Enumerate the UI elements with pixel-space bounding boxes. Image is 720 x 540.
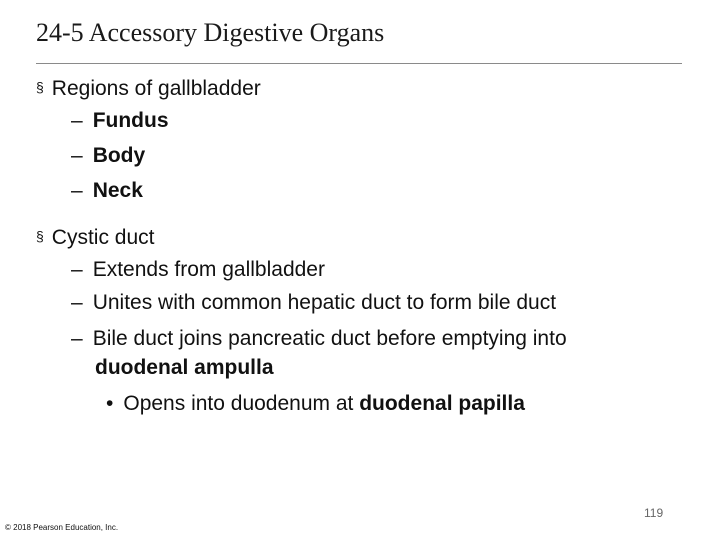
subitem-extends [71,257,325,283]
copyright-notice: © 2018 Pearson Education, Inc. [5,523,119,532]
subitem-text: Bile duct joins pancreatic duct before emptying into [92,327,567,350]
subitem-duodenal-ampulla: duodenal ampulla [95,356,274,379]
title-divider [36,63,682,64]
subitem-text: Body [92,144,146,167]
subitem-body [71,143,145,169]
square-bullet-icon: § [36,79,44,95]
subitem-text: Fundus [92,109,169,132]
dash-bullet: – [71,291,83,314]
subitem-text: Neck [92,179,143,202]
bullet-text: Cystic duct [51,226,155,249]
subsub-bold-text: duodenal papilla [359,392,525,415]
slide-title: 24-5 Accessory Digestive Organs [36,18,385,47]
dash-bullet: – [71,327,83,350]
dash-bullet: – [71,109,83,132]
subitem-text: Extends from gallbladder [92,258,325,281]
subsub-text: Opens into duodenum at [123,392,360,415]
bullet-cystic-duct [36,223,155,251]
square-bullet-icon: § [36,228,44,244]
subitem-fundus [71,108,169,134]
dot-bullet: • [106,392,114,415]
bullet-regions-of-gallbladder [36,74,261,102]
subsubitem-opens-into [106,391,525,417]
bullet-text: Regions of gallbladder [51,77,261,100]
subitem-bile-duct [71,326,567,352]
page-number: 119 [644,506,664,520]
subitem-neck [71,178,143,204]
dash-bullet: – [71,144,83,167]
dash-bullet: – [71,179,83,202]
dash-bullet: – [71,258,83,281]
subitem-unites [71,290,556,316]
subitem-text: Unites with common hepatic duct to form bile duct [92,291,557,314]
